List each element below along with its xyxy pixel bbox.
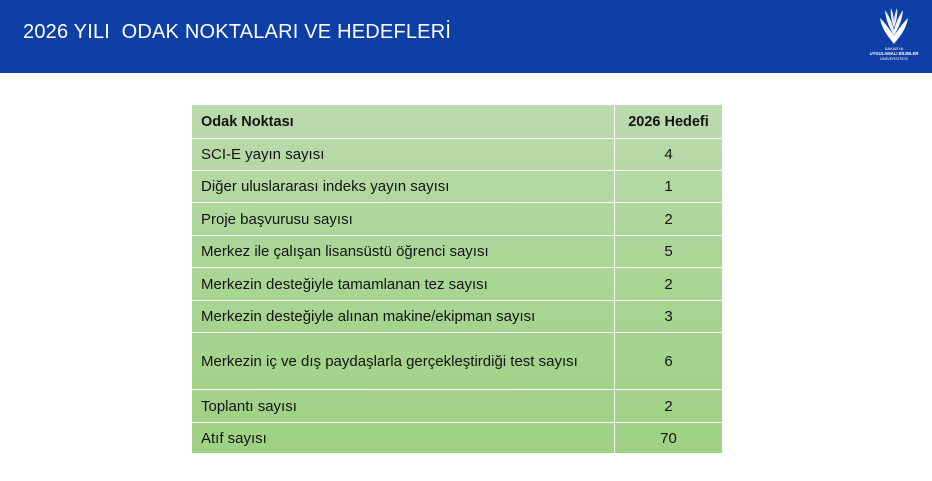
header-target: 2026 Hedefi [615,105,723,139]
row-focus: Diğer uluslararası indeks yayın sayısı [192,171,615,203]
university-logo-icon [878,6,910,46]
row-target: 70 [615,423,723,454]
table-row [192,423,723,454]
table-row [192,390,723,423]
row-focus: Atıf sayısı [192,423,615,454]
table-row [192,139,723,171]
row-target: 5 [615,236,723,268]
row-focus: Merkezin iç ve dış paydaşlarla gerçekleştirdiği test sayısı [192,333,615,390]
table-row [192,236,723,268]
header-bar [0,0,932,73]
row-focus: Proje başvurusu sayısı [192,203,615,236]
table-row [192,171,723,203]
row-target: 2 [615,268,723,301]
table-row [192,301,723,333]
row-target: 2 [615,390,723,423]
row-focus: SCI-E yayın sayısı [192,139,615,171]
row-focus: Toplantı sayısı [192,390,615,423]
row-target: 4 [615,139,723,171]
logo-text-line3: ÜNİVERSİTESİ [880,56,908,61]
table-row [192,333,723,390]
logo-text-line2: UYGULAMALI BİLİMLER [869,51,919,56]
row-target: 6 [615,333,723,390]
row-focus: Merkez ile çalışan lisansüstü öğrenci sayısı [192,236,615,268]
page-title: 2026 YILI ODAK NOKTALARI VE HEDEFLERİ [23,21,452,43]
table-header-row [192,105,723,139]
table-row [192,203,723,236]
row-focus: Merkezin desteğiyle tamamlanan tez sayısı [192,268,615,301]
row-target: 2 [615,203,723,236]
row-target: 1 [615,171,723,203]
header-focus: Odak Noktası [192,105,615,139]
table-row [192,268,723,301]
row-target: 3 [615,301,723,333]
university-logo [862,6,926,68]
row-focus: Merkezin desteğiyle alınan makine/ekipman sayısı [192,301,615,333]
targets-table [191,104,722,453]
logo-text-line1: SAKARYA [884,46,904,51]
